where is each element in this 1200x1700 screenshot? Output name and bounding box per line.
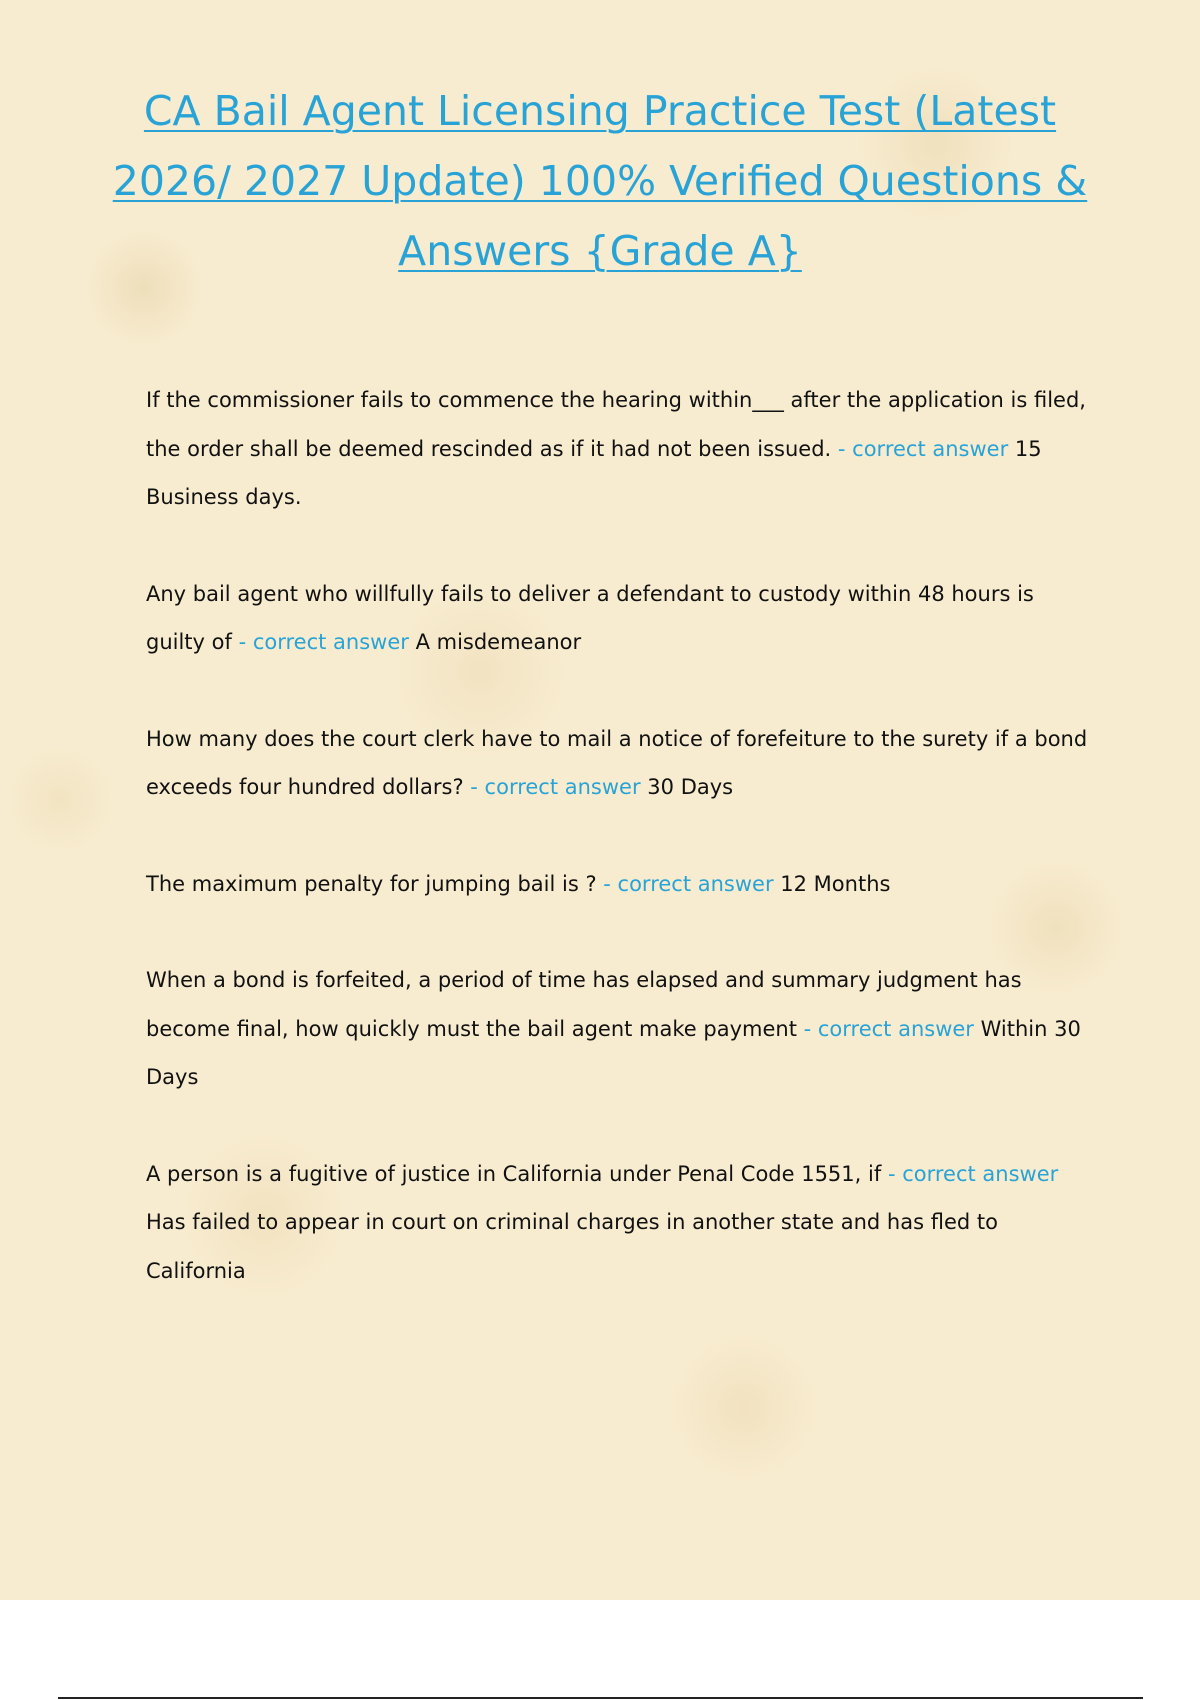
answer-text: 30 Days — [647, 775, 734, 799]
answer-marker: - correct answer — [470, 775, 641, 799]
answer-text: 15 Business days. — [146, 436, 1042, 509]
qa-list — [146, 376, 1096, 1295]
qa-item — [146, 570, 1096, 667]
question-text: How many does the court clerk have to mail a notice of forefeiture to the surety if a bond exceeds four hundred dollars? — [146, 726, 1088, 799]
question-text: When a bond is forfeited, a period of time has elapsed and summary judgment has become final, how quickly must the bail agent make payment — [146, 968, 1022, 1041]
answer-marker: - correct answer — [887, 1161, 1059, 1186]
answer-text: 12 Months — [780, 871, 891, 896]
answer-marker: - correct answer — [238, 630, 409, 654]
qa-item — [146, 376, 1096, 522]
question-text: The maximum penalty for jumping bail is ? — [146, 871, 597, 896]
qa-item — [146, 715, 1096, 812]
document-title: CA Bail Agent Licensing Practice Test (Latest 2026/ 2027 Update) 100% Verified Questions & Answers {Grade A} — [112, 87, 1088, 275]
question-text: Any bail agent who willfully fails to deliver a defendant to custody within 48 hours is guilty of — [146, 581, 1034, 654]
answer-marker: - correct answer — [803, 1016, 974, 1041]
qa-item — [146, 860, 1096, 909]
footer-divider — [58, 1697, 1143, 1699]
question-text: If the commissioner fails to commence the hearing within___ after the application is filed, the order shall be deemed rescinded as if it had not been issued. — [146, 388, 1086, 461]
answer-marker: - correct answer — [603, 871, 774, 896]
qa-item — [146, 1150, 1096, 1296]
answer-text: Within 30 Days — [146, 1016, 1081, 1089]
qa-item — [146, 956, 1096, 1102]
answer-text: A misdemeanor — [415, 630, 582, 654]
answer-marker: - correct answer — [837, 436, 1009, 461]
question-text: A person is a fugitive of justice in California under Penal Code 1551, if — [146, 1161, 882, 1186]
answer-text: Has failed to appear in court on criminal charges in another state and has fled to California — [146, 1210, 998, 1283]
